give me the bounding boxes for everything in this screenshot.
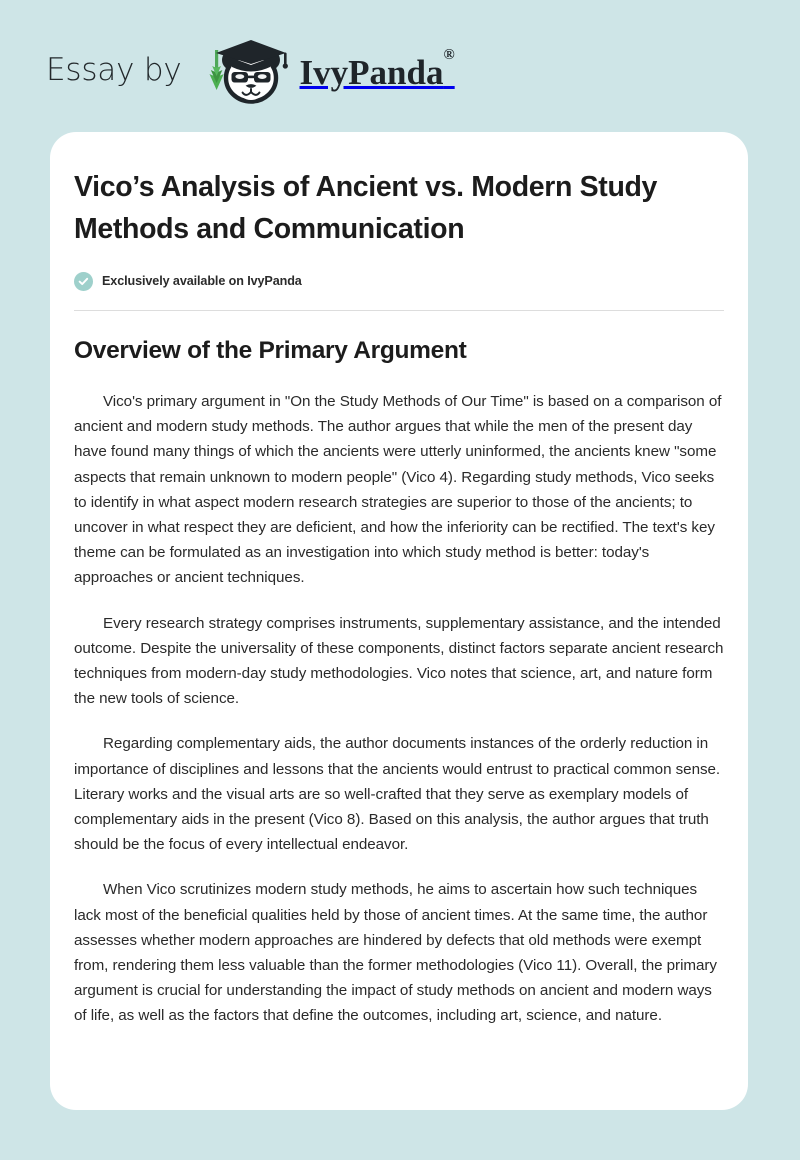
essay-title: Vico’s Analysis of Ancient vs. Modern Study Methods and Communication — [74, 171, 658, 245]
essay-paragraph: Vico's primary argument in "On the Study Methods of Our Time" is based on a comparison of ancient and modern study methods. The author argues that while the men of the present day have found many things of which the ancients were utterly uninformed, the ancients knew "some aspects that remain unknown to modern people" (Vico 4). Regarding study methods, Vico seeks to identify in what aspect modern research strategies are superior to those of the ancients; to uncover in what respect they are deficient, and how the inferiority can be rectified. The text's key theme can be formulated as an investigation into which study method is better: today's approaches or ancient techniques. — [74, 393, 722, 587]
trademark-symbol: ® — [443, 46, 455, 63]
essay-by-label: Essay by — [46, 51, 182, 88]
panda-graduate-logo-icon — [198, 34, 296, 106]
essay-paragraph: Regarding complementary aids, the author documents instances of the orderly reduction in importance of disciplines and lessons that the ancients would entrust to practical common sense. Literary works and the visual arts are so well-crafted that they serve as exemplary models of complementary aids in the present (Vico 8). Based on this analysis, the author argues that truth should be the focus of every intellectual endeavor. — [74, 735, 721, 854]
ivypanda-wordmark — [299, 46, 455, 92]
brand-header — [46, 34, 455, 106]
exclusivity-badge-label: Exclusively available on IvyPanda — [102, 274, 302, 289]
essay-card-content — [74, 166, 724, 1029]
check-circle-icon — [74, 272, 93, 291]
essay-card — [50, 132, 748, 1110]
section-heading: Overview of the Primary Argument — [74, 337, 467, 364]
exclusivity-badge — [74, 272, 724, 291]
brand-name-text: IvyPanda — [299, 52, 444, 92]
header-divider — [74, 310, 724, 311]
ivypanda-logo-link[interactable] — [198, 34, 455, 106]
essay-paragraph: Every research strategy comprises instruments, supplementary assistance, and the intended outcome. Despite the universality of these components, distinct factors separate ancient research techniques from modern-day study methodologies. Vico notes that science, art, and nature form the new tools of science. — [74, 614, 724, 708]
essay-paragraph: When Vico scrutinizes modern study methods, he aims to ascertain how such techniques lack most of the beneficial qualities held by those of ancient times. At the same time, the author assesses whether modern approaches are hindered by defects that old methods were exempt from, rendering them less valuable than the former methodologies (Vico 11). Overall, the primary argument is crucial for understanding the impact of study methods on ancient and modern ways of life, as well as the factors that define the outcomes, including art, science, and nature. — [74, 881, 717, 1025]
